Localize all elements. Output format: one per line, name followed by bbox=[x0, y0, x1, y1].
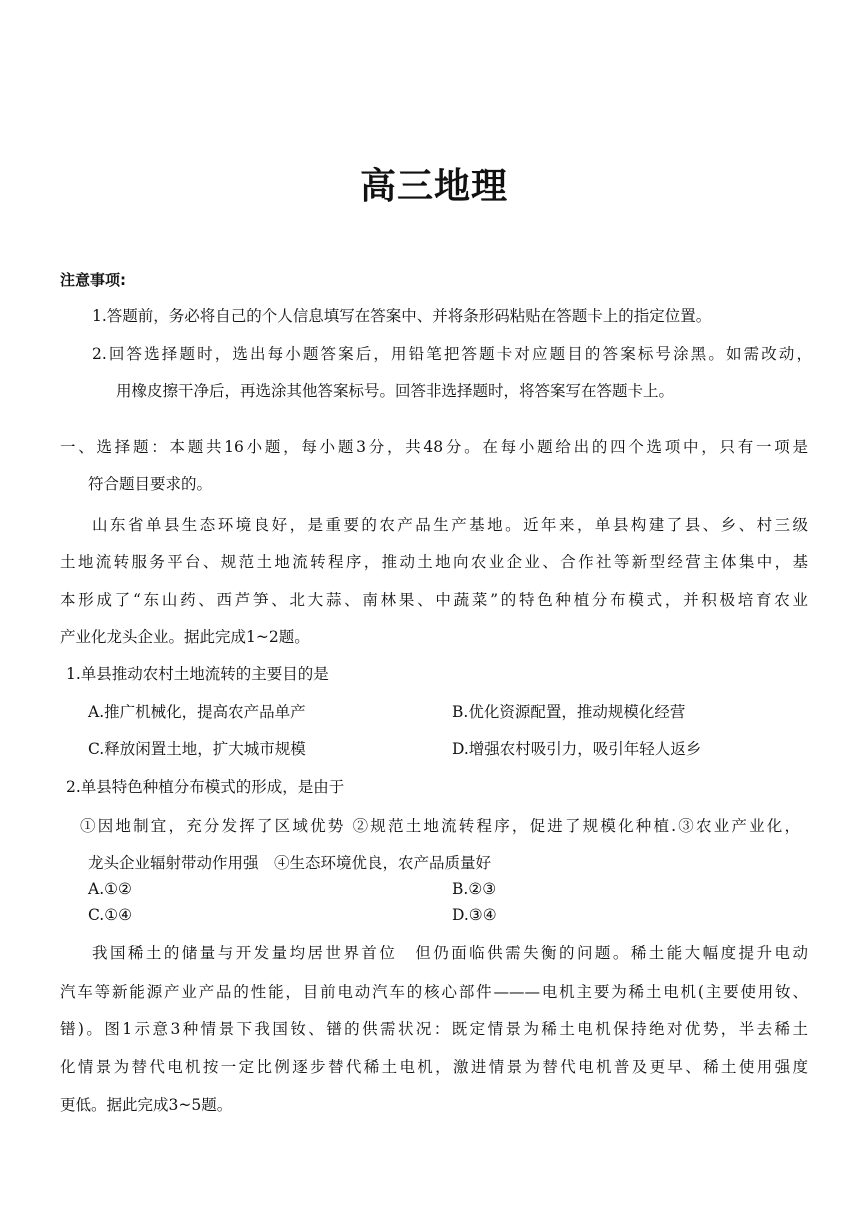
page-title: 高三地理 bbox=[359, 166, 508, 207]
passage1-line-2: 土地流转服务平台、规范土地流转程序，推动土地向农业企业、合作社等新型经营主体集中，基 bbox=[60, 553, 808, 571]
section-intro-line-2: 符合题目要求的。 bbox=[88, 475, 213, 493]
passage2-line-3: 镨)。图1示意3种情景下我国钕、镨的供需状况：既定情景为稀土电机保持绝对优势，半去稀土 bbox=[60, 1020, 808, 1038]
notice-heading: 注意事项: bbox=[60, 271, 126, 289]
passage1-line-4: 产业化龙头企业。据此完成1~2题。 bbox=[60, 628, 310, 646]
passage2-line-1: 我国稀土的储量与开发量均居世界首位 但仍面临供需失衡的问题。稀土能大幅度提升电动 bbox=[92, 944, 808, 962]
notice-item-2-line-1: 2.回答选择题时，选出每小题答案后，用铅笔把答题卡对应题目的答案标号涂黑。如需改动， bbox=[92, 345, 812, 363]
section-intro-line-1: 一、选择题：本题共16小题，每小题3分，共48分。在每小题给出的四个选项中，只有一项是 bbox=[60, 438, 808, 456]
question-2-statements-line-1: ①因地制宜，充分发挥了区域优势 ②规范土地流转程序，促进了规模化种植.③农业产业化， bbox=[80, 817, 800, 835]
question-2-option-d: D.③④ bbox=[452, 906, 497, 924]
passage2-line-4: 化情景为替代电机按一定比例逐步替代稀土电机，激进情景为替代电机普及更早、稀土使用强度 bbox=[60, 1058, 808, 1076]
passage2-line-2: 汽车等新能源产业产品的性能，目前电动汽车的核心部件———电机主要为稀土电机(主要使用钕、 bbox=[60, 983, 808, 1001]
question-2-statements-line-2: 龙头企业辐射带动作用强 ④生态环境优良，农产品质量好 bbox=[88, 854, 492, 872]
passage2-line-5: 更低。据此完成3~5题。 bbox=[60, 1096, 233, 1114]
question-2-stem: 2.单县特色种植分布模式的形成，是由于 bbox=[66, 778, 345, 796]
question-1-option-c: C.释放闲置土地，扩大城市规模 bbox=[88, 740, 306, 758]
question-1-option-b: B.优化资源配置，推动规模化经营 bbox=[452, 703, 686, 721]
question-2-option-c: C.①④ bbox=[88, 906, 133, 924]
question-1-stem: 1.单县推动农村土地流转的主要目的是 bbox=[66, 665, 329, 683]
question-2-option-a: A.①② bbox=[88, 880, 132, 898]
passage1-line-3: 本形成了“东山药、西芦笋、北大蒜、南林果、中蔬菜”的特色种植分布模式，并积极培育农业 bbox=[60, 591, 808, 609]
notice-item-1: 1.答题前，务必将自己的个人信息填写在答案中、并将条形码粘贴在答题卡上的指定位置。 bbox=[92, 307, 712, 325]
notice-item-2-line-2: 用橡皮擦干净后，再选涂其他答案标号。回答非选择题时，将答案写在答题卡上。 bbox=[116, 382, 675, 400]
passage1-line-1: 山东省单县生态环境良好，是重要的农产品生产基地。近年来，单县构建了县、乡、村三级 bbox=[92, 516, 808, 534]
question-1-option-d: D.增强农村吸引力，吸引年轻人返乡 bbox=[452, 740, 702, 758]
question-2-option-b: B.②③ bbox=[452, 880, 497, 898]
question-1-option-a: A.推广机械化，提高农产品单产 bbox=[88, 703, 306, 721]
